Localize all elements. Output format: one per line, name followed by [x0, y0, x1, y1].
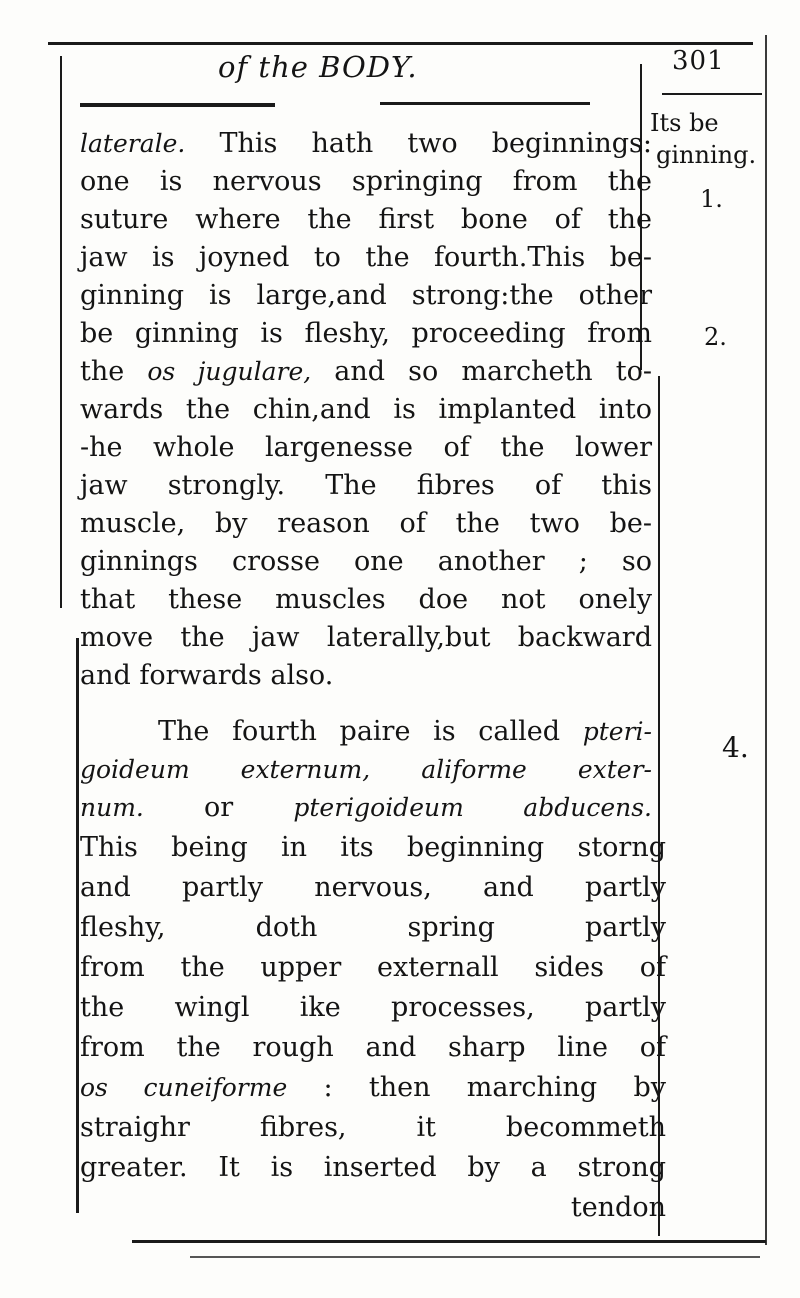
catchword: tendon	[570, 1192, 666, 1223]
page-number: 301	[672, 46, 725, 76]
paragraph-start-line: The fourth paire is called pteri-	[158, 716, 652, 747]
text-line: num. or pterigoideum abducens.	[80, 792, 652, 823]
text-line: and partly nervous, and partly	[80, 872, 666, 903]
text-line: laterale. This hath two beginnings:	[80, 128, 652, 159]
left-border-upper	[60, 56, 62, 608]
header-rule-middle	[380, 102, 590, 105]
text-line: goideum externum, aliforme exter-	[80, 755, 652, 784]
text-line: from the rough and sharp line of	[80, 1032, 666, 1063]
margin-divider-lower	[658, 376, 660, 1236]
text-line: the wingl ike processes, partly	[80, 992, 666, 1023]
margin-number-2: 2.	[704, 323, 727, 351]
bottom-rule-thin	[190, 1256, 760, 1258]
text-line: fleshy, doth spring partly	[80, 912, 666, 943]
text-line: wards the chin,and is implanted into	[80, 394, 652, 425]
text-line: os cuneiforme : then marching by	[80, 1072, 666, 1103]
text-line: that these muscles doe not onely	[80, 584, 652, 615]
text-line: ginning is large,and strong:the other	[80, 280, 652, 311]
margin-note-line-1: Its be	[650, 109, 719, 137]
text-line: jaw is joyned to the fourth.This be-	[80, 242, 652, 273]
margin-number-1: 1.	[700, 185, 723, 213]
bottom-rule	[132, 1240, 766, 1243]
header-rule-margin	[662, 93, 762, 95]
right-border	[765, 35, 767, 1245]
margin-note-line-2: ginning.	[656, 141, 757, 169]
margin-number-4: 4.	[722, 731, 749, 764]
text-line: straighr fibres, it becommeth	[80, 1112, 666, 1143]
header-rule-left	[80, 103, 275, 107]
text-line: move the jaw laterally,but backward	[80, 622, 652, 653]
text-line: be ginning is fleshy, proceeding from	[80, 318, 652, 349]
text-line: muscle, by reason of the two be-	[80, 508, 652, 539]
text-line: and forwards also.	[80, 660, 334, 691]
text-line: one is nervous springing from the	[80, 166, 652, 197]
text-line: -he whole largenesse of the lower	[80, 432, 652, 463]
text-line: suture where the first bone of the	[80, 204, 652, 235]
text-line: greater. It is inserted by a strong	[80, 1152, 666, 1183]
running-head: of the BODY.	[218, 50, 418, 84]
left-border-lower	[76, 638, 79, 1213]
text-line: This being in its beginning storng	[80, 832, 666, 863]
text-line: the os jugulare, and so marcheth to-	[80, 356, 652, 387]
text-line: jaw strongly. The fibres of this	[80, 470, 652, 501]
text-line: ginnings crosse one another ; so	[80, 546, 652, 577]
top-rule	[48, 42, 753, 45]
text-line: from the upper externall sides of	[80, 952, 666, 983]
